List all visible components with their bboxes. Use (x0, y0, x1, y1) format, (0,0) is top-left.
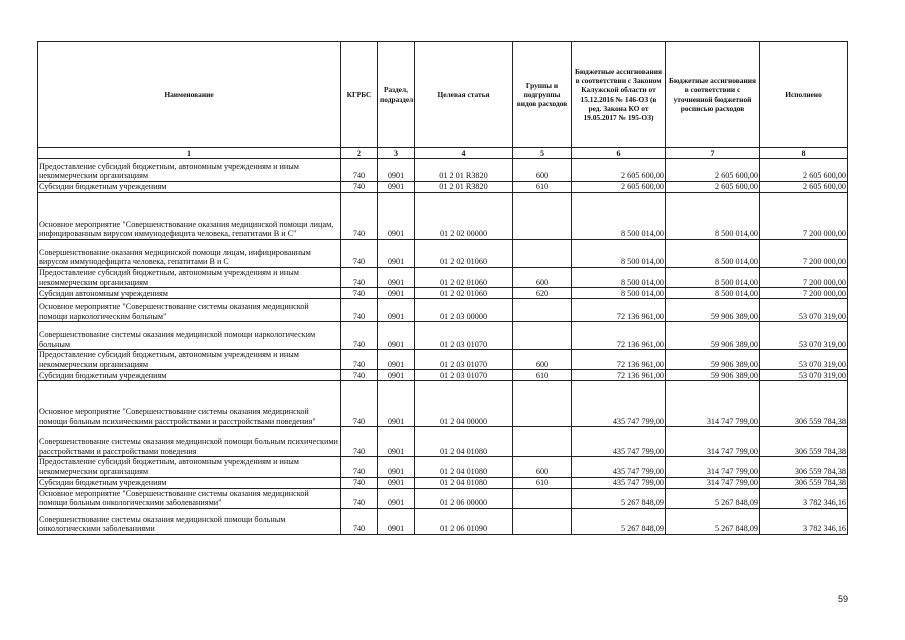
table-row (38, 457, 848, 477)
row-target-article: 01 2 02 01060 (415, 240, 513, 268)
row-refined-amount: 59 906 389,00 (666, 350, 760, 370)
table-row (38, 427, 848, 457)
row-kgrbs: 740 (341, 477, 378, 488)
row-razdel: 0901 (378, 477, 415, 488)
row-refined-amount: 59 906 389,00 (666, 299, 760, 322)
row-refined-amount: 314 747 799,00 (666, 427, 760, 457)
row-refined-amount: 2 605 600,00 (666, 159, 760, 182)
row-executed-amount: 306 559 784,38 (760, 477, 848, 488)
row-target-article: 01 2 06 01090 (415, 508, 513, 534)
row-executed-amount: 3 782 346,16 (760, 508, 848, 534)
row-expense-group: 600 (513, 159, 572, 182)
row-expense-group (513, 427, 572, 457)
row-kgrbs: 740 (341, 288, 378, 299)
table-row (38, 182, 848, 193)
header-kgrbs: КГРБС (341, 42, 378, 148)
row-law-amount: 435 747 799,00 (572, 427, 666, 457)
row-target-article: 01 2 04 01080 (415, 457, 513, 477)
row-law-amount: 72 136 961,00 (572, 322, 666, 350)
row-law-amount: 5 267 848,09 (572, 508, 666, 534)
row-name: Предоставление субсидий бюджетным, автономным учреждениям и иным некоммерческим организациям (38, 268, 341, 288)
row-razdel: 0901 (378, 350, 415, 370)
table-row (38, 268, 848, 288)
row-refined-amount: 5 267 848,09 (666, 508, 760, 534)
row-refined-amount: 8 500 014,00 (666, 240, 760, 268)
row-razdel: 0901 (378, 427, 415, 457)
table-row (38, 370, 848, 381)
row-kgrbs: 740 (341, 427, 378, 457)
row-law-amount: 2 605 600,00 (572, 182, 666, 193)
row-expense-group: 610 (513, 370, 572, 381)
row-law-amount: 72 136 961,00 (572, 299, 666, 322)
row-razdel: 0901 (378, 240, 415, 268)
row-kgrbs: 740 (341, 182, 378, 193)
header-law: Бюджетные ассигнования в соответствии с Законом Калужской области от 15.12.2016 № 146-ОЗ (в ред. Закона КО от 19.05.2017 № 195-ОЗ) (572, 42, 666, 148)
row-law-amount: 8 500 014,00 (572, 268, 666, 288)
row-razdel: 0901 (378, 322, 415, 350)
row-executed-amount: 7 200 000,00 (760, 268, 848, 288)
row-expense-group: 620 (513, 288, 572, 299)
row-law-amount: 8 500 014,00 (572, 288, 666, 299)
row-razdel: 0901 (378, 159, 415, 182)
row-name: Предоставление субсидий бюджетным, автономным учреждениям и иным некоммерческим организациям (38, 457, 341, 477)
row-refined-amount: 59 906 389,00 (666, 322, 760, 350)
row-target-article: 01 2 03 00000 (415, 299, 513, 322)
row-executed-amount: 2 605 600,00 (760, 182, 848, 193)
row-executed-amount: 3 782 346,16 (760, 488, 848, 508)
row-kgrbs: 740 (341, 381, 378, 427)
header-refined: Бюджетные ассигнования в соответствии с уточненной бюджетной росписью расходов (666, 42, 760, 148)
table-row (38, 288, 848, 299)
row-name: Субсидии бюджетным учреждениям (38, 370, 341, 381)
table-row (38, 350, 848, 370)
row-refined-amount: 8 500 014,00 (666, 288, 760, 299)
row-name: Совершенствование системы оказания медицинской помощи больным онкологическими заболеваниями (38, 508, 341, 534)
row-executed-amount: 53 070 319,00 (760, 350, 848, 370)
row-refined-amount: 2 605 600,00 (666, 182, 760, 193)
row-law-amount: 2 605 600,00 (572, 159, 666, 182)
table-row (38, 477, 848, 488)
row-name: Предоставление субсидий бюджетным, автономным учреждениям и иным некоммерческим организациям (38, 159, 341, 182)
table-row (38, 240, 848, 268)
row-refined-amount: 314 747 799,00 (666, 457, 760, 477)
row-kgrbs: 740 (341, 322, 378, 350)
row-refined-amount: 8 500 014,00 (666, 193, 760, 240)
header-executed: Исполнено (760, 42, 848, 148)
row-executed-amount: 53 070 319,00 (760, 322, 848, 350)
row-executed-amount: 53 070 319,00 (760, 370, 848, 381)
row-target-article: 01 2 04 00000 (415, 381, 513, 427)
row-executed-amount: 306 559 784,38 (760, 427, 848, 457)
row-law-amount: 435 747 799,00 (572, 457, 666, 477)
row-kgrbs: 740 (341, 193, 378, 240)
row-razdel: 0901 (378, 488, 415, 508)
row-razdel: 0901 (378, 193, 415, 240)
row-law-amount: 8 500 014,00 (572, 240, 666, 268)
row-executed-amount: 53 070 319,00 (760, 299, 848, 322)
row-target-article: 01 2 03 01070 (415, 350, 513, 370)
row-executed-amount: 306 559 784,38 (760, 381, 848, 427)
row-target-article: 01 2 06 00000 (415, 488, 513, 508)
column-number: 3 (378, 148, 415, 159)
row-kgrbs: 740 (341, 350, 378, 370)
row-law-amount: 5 267 848,09 (572, 488, 666, 508)
row-executed-amount: 7 200 000,00 (760, 240, 848, 268)
column-number: 5 (513, 148, 572, 159)
column-number: 7 (666, 148, 760, 159)
row-executed-amount: 7 200 000,00 (760, 288, 848, 299)
row-razdel: 0901 (378, 508, 415, 534)
row-razdel: 0901 (378, 381, 415, 427)
row-law-amount: 72 136 961,00 (572, 370, 666, 381)
row-razdel: 0901 (378, 299, 415, 322)
row-expense-group (513, 193, 572, 240)
header-name: Наименование (38, 42, 341, 148)
row-razdel: 0901 (378, 288, 415, 299)
column-number: 1 (38, 148, 341, 159)
row-expense-group: 600 (513, 350, 572, 370)
row-expense-group: 600 (513, 268, 572, 288)
row-name: Основное мероприятие "Совершенствование оказания медицинской помощи лицам, инфицированным вирусом иммунодефицита человека, гепатитами В и С" (38, 193, 341, 240)
row-kgrbs: 740 (341, 240, 378, 268)
row-kgrbs: 740 (341, 299, 378, 322)
table-row (38, 488, 848, 508)
row-law-amount: 435 747 799,00 (572, 477, 666, 488)
row-target-article: 01 2 02 00000 (415, 193, 513, 240)
header-razdel: Раздел, подраздел (378, 42, 415, 148)
row-expense-group (513, 299, 572, 322)
row-kgrbs: 740 (341, 268, 378, 288)
column-number-row (38, 148, 848, 159)
row-kgrbs: 740 (341, 457, 378, 477)
page-number: 59 (838, 594, 849, 604)
row-razdel: 0901 (378, 268, 415, 288)
column-number: 8 (760, 148, 848, 159)
table-row (38, 381, 848, 427)
row-expense-group (513, 240, 572, 268)
row-refined-amount: 314 747 799,00 (666, 477, 760, 488)
row-target-article: 01 2 01 R3820 (415, 182, 513, 193)
column-number: 4 (415, 148, 513, 159)
row-refined-amount: 5 267 848,09 (666, 488, 760, 508)
header-group: Группы и подгруппы видов расходов (513, 42, 572, 148)
row-target-article: 01 2 01 R3820 (415, 159, 513, 182)
table-row (38, 322, 848, 350)
table-row (38, 193, 848, 240)
row-law-amount: 8 500 014,00 (572, 193, 666, 240)
row-name: Предоставление субсидий бюджетным, автономным учреждениям и иным некоммерческим организациям (38, 350, 341, 370)
row-name: Основное мероприятие "Совершенствование системы оказания медицинской помощи наркологическим больным" (38, 299, 341, 322)
row-target-article: 01 2 04 01080 (415, 477, 513, 488)
row-razdel: 0901 (378, 457, 415, 477)
row-name: Совершенствование системы оказания медицинской помощи больным психическими расстройствами и расстройствами поведения (38, 427, 341, 457)
row-target-article: 01 2 02 01060 (415, 288, 513, 299)
row-target-article: 01 2 03 01070 (415, 322, 513, 350)
row-executed-amount: 2 605 600,00 (760, 159, 848, 182)
header-row (38, 42, 848, 148)
row-refined-amount: 59 906 389,00 (666, 370, 760, 381)
row-expense-group: 610 (513, 477, 572, 488)
row-name: Субсидии бюджетным учреждениям (38, 182, 341, 193)
header-target: Целевая статья (415, 42, 513, 148)
row-kgrbs: 740 (341, 159, 378, 182)
row-executed-amount: 306 559 784,38 (760, 457, 848, 477)
row-razdel: 0901 (378, 182, 415, 193)
row-name: Субсидии бюджетным учреждениям (38, 477, 341, 488)
table-body (38, 159, 848, 535)
row-target-article: 01 2 03 01070 (415, 370, 513, 381)
row-refined-amount: 314 747 799,00 (666, 381, 760, 427)
row-executed-amount: 7 200 000,00 (760, 193, 848, 240)
row-kgrbs: 740 (341, 488, 378, 508)
row-name: Совершенствование системы оказания медицинской помощи наркологическим больным (38, 322, 341, 350)
row-refined-amount: 8 500 014,00 (666, 268, 760, 288)
row-expense-group (513, 488, 572, 508)
row-law-amount: 435 747 799,00 (572, 381, 666, 427)
table-row (38, 159, 848, 182)
row-law-amount: 72 136 961,00 (572, 350, 666, 370)
table-row (38, 508, 848, 534)
column-number: 2 (341, 148, 378, 159)
column-number: 6 (572, 148, 666, 159)
row-kgrbs: 740 (341, 508, 378, 534)
row-name: Субсидии автономным учреждениям (38, 288, 341, 299)
row-name: Совершенствование оказания медицинской помощи лицам, инфицированным вирусом иммунодефицита человека, гепатитами В и С (38, 240, 341, 268)
row-target-article: 01 2 02 01060 (415, 268, 513, 288)
row-name: Основное мероприятие "Совершенствование системы оказания медицинской помощи больным психическими расстройствами и расстройствами поведения" (38, 381, 341, 427)
row-expense-group: 600 (513, 457, 572, 477)
row-target-article: 01 2 04 01080 (415, 427, 513, 457)
row-expense-group: 610 (513, 182, 572, 193)
row-name: Основное мероприятие "Совершенствование системы оказания медицинской помощи больным онкологическими заболеваниями" (38, 488, 341, 508)
budget-table (37, 41, 848, 535)
row-expense-group (513, 322, 572, 350)
row-expense-group (513, 508, 572, 534)
row-razdel: 0901 (378, 370, 415, 381)
row-expense-group (513, 381, 572, 427)
row-kgrbs: 740 (341, 370, 378, 381)
table-row (38, 299, 848, 322)
